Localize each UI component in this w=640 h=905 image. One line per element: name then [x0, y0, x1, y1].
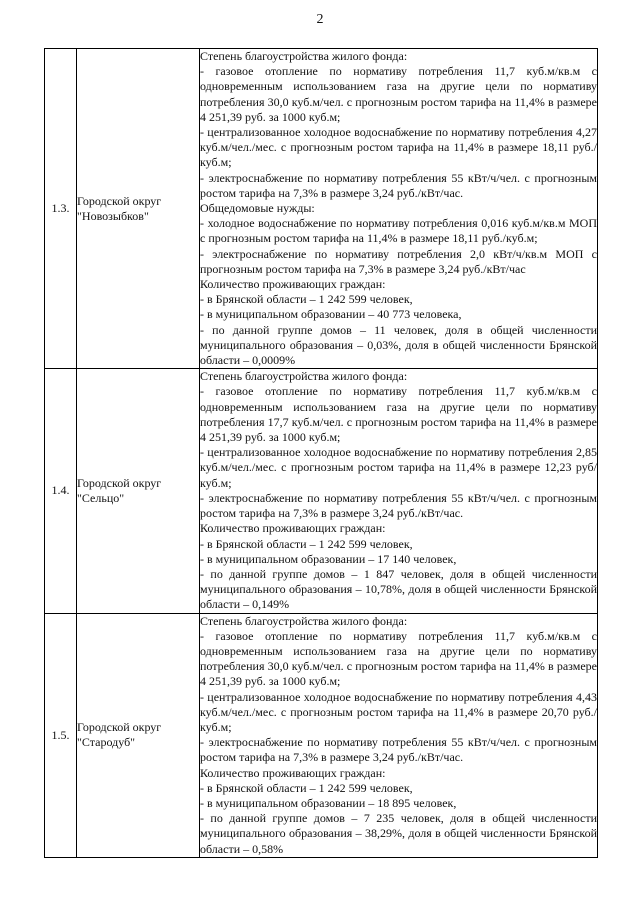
- residents-municipality-item: - в муниципальном образовании – 18 895 человек,: [200, 795, 457, 810]
- residents-region-item: - в Брянской области – 1 242 599 человек,: [200, 292, 413, 307]
- residents-group-item: - по данной группе домов – 11 человек, доля в общей численности муниципального образования – 0,03%, доля в общей численности Брянской области – 0,0009%: [200, 322, 597, 368]
- document-table: [44, 48, 598, 858]
- housing-heading: Степень благоустройства жилого фонда:: [200, 369, 408, 384]
- description-cell: [200, 369, 598, 613]
- district-name-label: "Новозыбков": [77, 208, 149, 223]
- residents-municipality-item: - в муниципальном образовании – 17 140 человек,: [200, 551, 457, 566]
- row-number-cell: 1.5.: [45, 613, 77, 857]
- cold-water-item: - централизованное холодное водоснабжение по нормативу потребления 2,85 куб.м/чел./мес. с прогнозным ростом тарифа на 11,4% в размере 12,23 руб/куб.м;: [200, 445, 597, 490]
- description-cell: [200, 49, 598, 369]
- common-electricity-item: - электроснабжение по нормативу потребления 2,0 кВт/ч/кв.м МОП с прогнозным ростом тарифа на 7,3% в размере 3,24 руб./кВт/час: [200, 246, 597, 276]
- row-number-cell: 1.3.: [45, 49, 77, 369]
- description-cell: [200, 613, 598, 857]
- district-name-label: "Стародуб": [77, 735, 136, 750]
- residents-region-item: - в Брянской области – 1 242 599 человек,: [200, 536, 413, 551]
- housing-heading: Степень благоустройства жилого фонда:: [200, 49, 408, 63]
- cold-water-item: - централизованное холодное водоснабжение по нормативу потребления 4,43 куб.м/чел./мес. с прогнозным ростом тарифа на 11,4% в размере 20,70 руб./куб.м;: [200, 689, 597, 734]
- gas-heating-item: - газовое отопление по нормативу потребления 11,7 куб.м/кв.м с одновременным использованием газа на другие цели по нормативу потребления 30,0 куб.м/чел. с прогнозным ростом тарифа на 11,4% в размере 4 251,39 руб. за 1000 куб.м;: [200, 628, 597, 689]
- residents-municipality-item: - в муниципальном образовании – 40 773 человека,: [200, 307, 462, 322]
- residents-heading: Количество проживающих граждан:: [200, 277, 386, 292]
- district-name-cell: [77, 49, 200, 369]
- gas-heating-item: - газовое отопление по нормативу потребления 11,7 куб.м/кв.м с одновременным использованием газа на другие цели по нормативу потребления 30,0 куб.м/чел. с прогнозным ростом тарифа на 11,4% в размере 4 251,39 руб. за 1000 куб.м;: [200, 64, 597, 124]
- housing-heading: Степень благоустройства жилого фонда:: [200, 613, 408, 628]
- district-name-label: "Сельцо": [77, 490, 125, 505]
- district-type-label: Городской округ: [77, 475, 162, 490]
- district-name-cell: [77, 369, 200, 613]
- residents-heading: Количество проживающих граждан:: [200, 765, 386, 780]
- district-name-cell: [77, 613, 200, 857]
- cold-water-item: - централизованное холодное водоснабжение по нормативу потребления 4,27 куб.м/чел./мес. с прогнозным ростом тарифа на 11,4% в размере 18,11 руб./куб.м;: [200, 125, 597, 170]
- electricity-item: - электроснабжение по нормативу потребления 55 кВт/ч/чел. с прогнозным ростом тарифа на 7,3% в размере 3,24 руб./кВт/час.: [200, 490, 597, 521]
- common-needs-heading: Общедомовые нужды:: [200, 201, 315, 216]
- table-row: [45, 49, 598, 369]
- common-water-item: - холодное водоснабжение по нормативу потребления 0,016 куб.м/кв.м МОП с прогнозным ростом тарифа на 11,4% в размере 18,11 руб./куб.м;: [200, 216, 597, 246]
- row-number-cell: 1.4.: [45, 369, 77, 613]
- residents-group-item: - по данной группе домов – 7 235 человек, доля в общей численности муниципального образования – 38,29%, доля в общей численности Брянской области – 0,58%: [200, 811, 597, 856]
- electricity-item: - электроснабжение по нормативу потребления 55 кВт/ч/чел. с прогнозным ростом тарифа на 7,3% в размере 3,24 руб./кВт/час.: [200, 170, 597, 200]
- electricity-item: - электроснабжение по нормативу потребления 55 кВт/ч/чел. с прогнозным ростом тарифа на 7,3% в размере 3,24 руб./кВт/час.: [200, 735, 597, 765]
- district-type-label: Городской округ: [77, 720, 162, 735]
- page-number: 2: [316, 12, 324, 27]
- table-row: [45, 369, 598, 613]
- residents-region-item: - в Брянской области – 1 242 599 человек,: [200, 780, 413, 795]
- table-row: [45, 613, 598, 857]
- residents-group-item: - по данной группе домов – 1 847 человек, доля в общей численности муниципального образования – 10,78%, доля в общей численности Брянской области – 0,149%: [200, 566, 597, 612]
- residents-heading: Количество проживающих граждан:: [200, 521, 386, 536]
- gas-heating-item: - газовое отопление по нормативу потребления 11,7 куб.м/кв.м с одновременным использованием газа на другие цели по нормативу потребления 17,7 куб.м/чел. с прогнозным ростом тарифа на 11,4% в размере 4 251,39 руб. за 1000 куб.м;: [200, 384, 597, 445]
- district-type-label: Городской округ: [77, 193, 162, 208]
